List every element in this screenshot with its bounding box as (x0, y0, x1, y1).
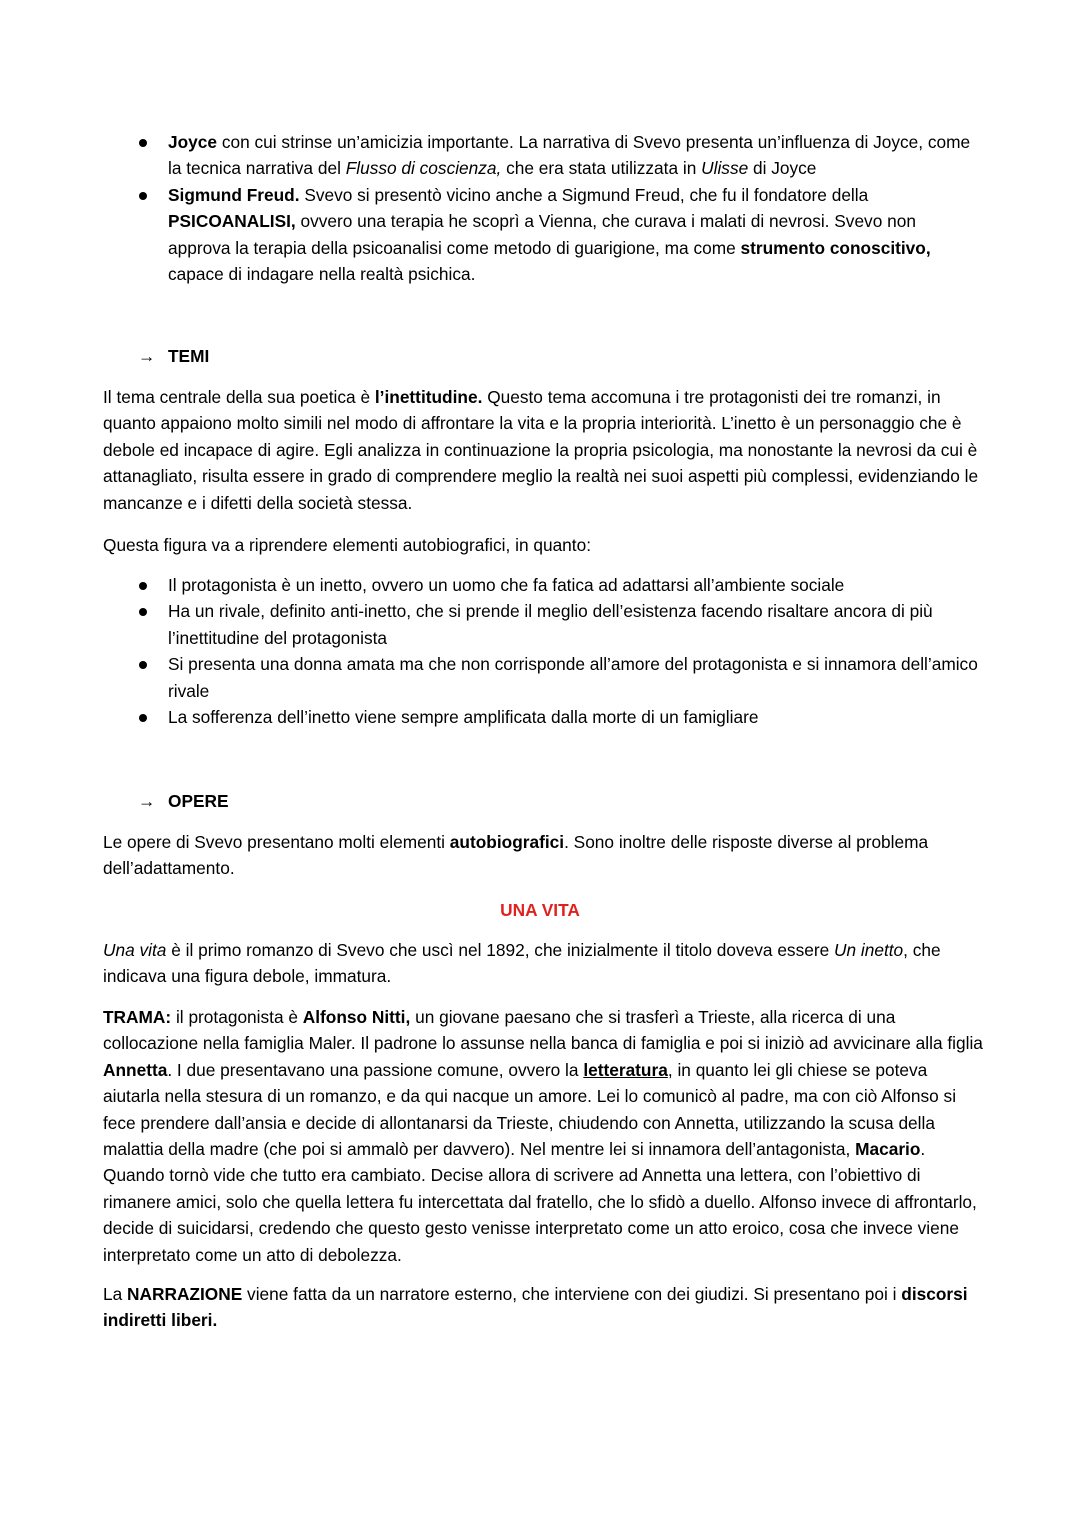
opere-paragraph-text: Le opere di Svevo presentano molti elementi autobiografici. Sono inoltre delle risposte diverse al problema dell’adattamento. (103, 832, 929, 879)
arrow-right-icon: → (138, 791, 156, 811)
una-vita-narrazione (103, 1281, 983, 1334)
temi-bullet-list (103, 572, 983, 730)
una-vita-intro-text: Una vita è il primo romanzo di Svevo che uscì nel 1892, che inizialmente il titolo doveva essere Un inetto, che indicava una figura debole, immatura. (103, 940, 941, 987)
heading-temi (138, 343, 209, 369)
bullet-freud: Sigmund Freud. Svevo si presentò vicino anche a Sigmund Freud, che fu il fondatore della PSICOANALISI, ovvero una terapia he scoprì a Vienna, che curava i malati di nevrosi. Svevo non approva la terapia della psicoanalisi come metodo di guarigione, ma come strumento conoscitivo, capace di indagare nella realtà psichica. (103, 182, 983, 288)
una-vita-trama-text: TRAMA: il protagonista è Alfonso Nitti, un giovane paesano che si trasferì a Trieste, alla ricerca di una collocazione nella famiglia Maler. Il padrone lo assunse nella banca di famiglia e poi si iniziò ad avvicinare alla figlia Annetta. I due presentavano una passione comune, ovvero la letteratura, in quanto lei gli chiese se poteva aiutarla nella stesura di un romanzo, e da qui nacque un amore. Lei lo comunicò al padre, ma con ciò Alfonso si fece prendere dall’ansia e decide di allontanarsi da Trieste, chiudendo con Annetta, utilizzando la scusa della malattia della madre (che poi si ammalò per davvero). Nel mentre lei si innamora dell’antagonista, Macario. Quando tornò vide che tutto era cambiato. Decise allora di scrivere ad Annetta una lettera, con l’obiettivo di rimanere amici, solo che quella lettera fu intercettata dal fratello, che lo sfidò a duello. Alfonso invece di affrontarlo, decide di suicidarsi, credendo che questo gesto venisse interpretato come un atto eroico, cosa che invece viene interpretato come un atto di debolezza. (103, 1007, 983, 1265)
list-item: Si presenta una donna amata ma che non corrisponde all’amore del protagonista e si innamora dell’amico rivale (103, 651, 983, 704)
list-item: Il protagonista è un inetto, ovvero un uomo che fa fatica ad adattarsi all’ambiente sociale (103, 572, 983, 598)
heading-opere-label: OPERE (168, 791, 229, 811)
list-item: Ha un rivale, definito anti-inetto, che si prende il meglio dell’esistenza facendo risaltare ancora di più l’inettitudine del protagonista (103, 598, 983, 651)
arrow-right-icon: → (138, 346, 156, 366)
temi-paragraph (103, 384, 983, 516)
temi-lead (103, 532, 983, 558)
temi-paragraph-text: Il tema centrale della sua poetica è l’inettitudine. Questo tema accomuna i tre protagonisti dei tre romanzi, in quanto appaiono molto simili nel modo di affrontare la vita e la propria interiorità. L’inetto è un personaggio che è debole ed incapace di agire. Egli analizza in continuazione la propria psicologia, ma nonostante la nevrosi da cui è attanagliato, risulta essere in grado di comprendere meglio la realtà nei suoi aspetti più complessi, evidenziando le mancanze e i difetti della società stessa. (103, 387, 979, 513)
heading-temi-label: TEMI (168, 346, 210, 366)
intro-bullet-list (103, 129, 983, 287)
temi-lead-text: Questa figura va a riprendere elementi autobiografici, in quanto: (103, 535, 592, 555)
una-vita-trama (103, 1004, 983, 1268)
bullet-joyce: Joyce con cui strinse un’amicizia importante. La narrativa di Svevo presenta un’influenza di Joyce, come la tecnica narrativa del Flusso di coscienza, che era stata utilizzata in Ulisse di Joyce (103, 129, 983, 182)
heading-opere (138, 788, 229, 814)
una-vita-narrazione-text: La NARRAZIONE viene fatta da un narratore esterno, che interviene con dei giudizi. Si presentano poi i discorsi indiretti liberi. (103, 1284, 968, 1331)
opere-paragraph (103, 829, 983, 882)
una-vita-title: UNA VITA (500, 900, 580, 920)
list-item: La sofferenza dell’inetto viene sempre amplificata dalla morte di un famigliare (103, 704, 983, 730)
una-vita-intro (103, 937, 983, 990)
